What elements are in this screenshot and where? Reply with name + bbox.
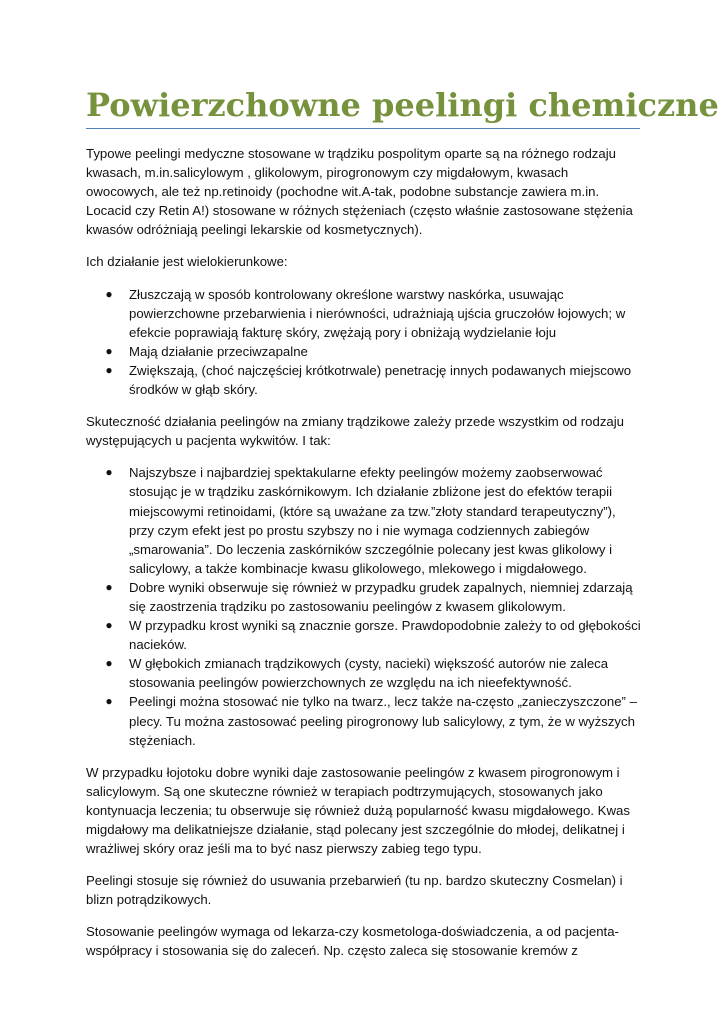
bullet-icon: ● [105, 694, 113, 709]
effects-intro-paragraph: Ich działanie jest wielokierunkowe: [86, 254, 288, 270]
bullet-icon: ● [105, 286, 113, 301]
bullet-icon: ● [105, 465, 113, 480]
list-item [105, 285, 642, 342]
bullet-icon: ● [105, 618, 113, 633]
intro-paragraph: Typowe peelingi medyczne stosowane w trądziku pospolitym oparte są na różnego rodzaju kwasach, m.in.salicylowym , glikolowym, pirogronowym czy migdałowym, kwasach owocowych, ale też np.retinoidy (pochodne wit.A-tak, podobne substancje zawiera m.in. Locacid czy Retin A!) stosowane w różnych stężeniach (często właśnie zastosowane stężenia kwasów odróżniają peelingi lekarskie od kosmetycznych). [86, 146, 633, 238]
list-item-text: Mają działanie przeciwzapalne [129, 343, 308, 359]
bullet-icon: ● [105, 579, 113, 594]
effects-list [86, 285, 642, 400]
list-item-text: W głębokich zmianach trądzikowych (cysty, nacieki) większość autorów nie zaleca stosowania peelingów powierzchownych ze względu na ich nieefektywność. [129, 656, 609, 691]
list-item-text: Zwiększają, (choć najczęściej krótkotrwale) penetrację innych podawanych miejscowo środków w głąb skóry. [129, 362, 632, 398]
list-item-text: Złuszczają w sposób kontrolowany określone warstwy naskórka, usuwając powierzchowne przebarwienia i nierówności, udrażniają ujścia gruczołów łojowych; w efekcie poprawiają fakturę skóry, zwężają pory i obniżają wydzielanie łoju [129, 286, 626, 340]
bullet-icon: ● [105, 343, 113, 358]
bullet-icon: ● [105, 362, 113, 377]
list-item [105, 654, 642, 692]
document-title: Powierzchowne peelingi chemiczne [86, 86, 719, 124]
list-item [105, 692, 642, 749]
list-item-text: Peelingi można stosować nie tylko na twarz., lecz także na-często „zanieczyszczone” –plecy. Tu można zastosować peeling pirogronowy lub salicylowy, z tym, że w wyższych stężeniach. [129, 694, 637, 748]
document-body [86, 144, 642, 974]
list-item [105, 342, 642, 361]
effectiveness-paragraph: Skuteczność działania peelingów na zmiany trądzikowe zależy przede wszystkim od rodzaju występujących u pacjenta wykwitów. I tak: [86, 414, 625, 449]
list-item-text: Dobre wyniki obserwuje się również w przypadku grudek zapalnych, niemniej zdarzają się zaostrzenia trądziku po zastosowaniu peelingów z kwasem glikolowym. [129, 579, 633, 614]
bullet-icon: ● [105, 656, 113, 671]
seborrhea-paragraph: W przypadku łojotoku dobre wyniki daje zastosowanie peelingów z kwasem pirogronowym i salicylowym. Są one skuteczne również w terapiach podtrzymujących, stosowanych jako kontynuacja leczenia; tu obserwuje się również dużą popularność kwasu migdałowego. Kwas migdałowy ma delikatniejsze działanie, stąd polecany jest szczególnie do młodej, delikatnej i wrażliwej skóry oraz jeśli ma to być nasz pierwszy zabieg tego typu. [86, 764, 630, 857]
list-item [105, 578, 642, 616]
list-item-text: Najszybsze i najbardziej spektakularne efekty peelingów możemy zaobserwować stosując je w trądziku zaskórnikowym. Ich działanie zbliżone jest do efektów terapii miejscowymi retinoidami, (które są uważane za tzw.”złoty standard terapeutyczny”), przy czym efekt jest po prostu szybszy no i nie wymaga codziennych zabiegów „smarowania”. Do leczenia zaskórników szczególnie polecany jest kwas glikolowy i salicylowy, a także kombinacje kwasu glikolowego, mlekowego i migdałowego. [129, 465, 616, 576]
discoloration-paragraph: Peelingi stosuje się również do usuwania przebarwień (tu np. bardzo skuteczny Cosmelan) i blizn potrądzikowych. [86, 873, 623, 908]
closing-paragraph: Stosowanie peelingów wymaga od lekarza-czy kosmetologa-doświadczenia, a od pacjenta-współpracy i stosowania się do zaleceń. Np. często zaleca się stosowanie kremów z [86, 924, 619, 959]
list-item [105, 361, 642, 399]
list-item [105, 616, 642, 654]
title-underline [86, 128, 640, 129]
list-item [105, 463, 642, 578]
lesions-list [86, 463, 642, 749]
list-item-text: W przypadku krost wyniki są znacznie gorsze. Prawdopodobnie zależy to od głębokości nacieków. [129, 618, 641, 653]
